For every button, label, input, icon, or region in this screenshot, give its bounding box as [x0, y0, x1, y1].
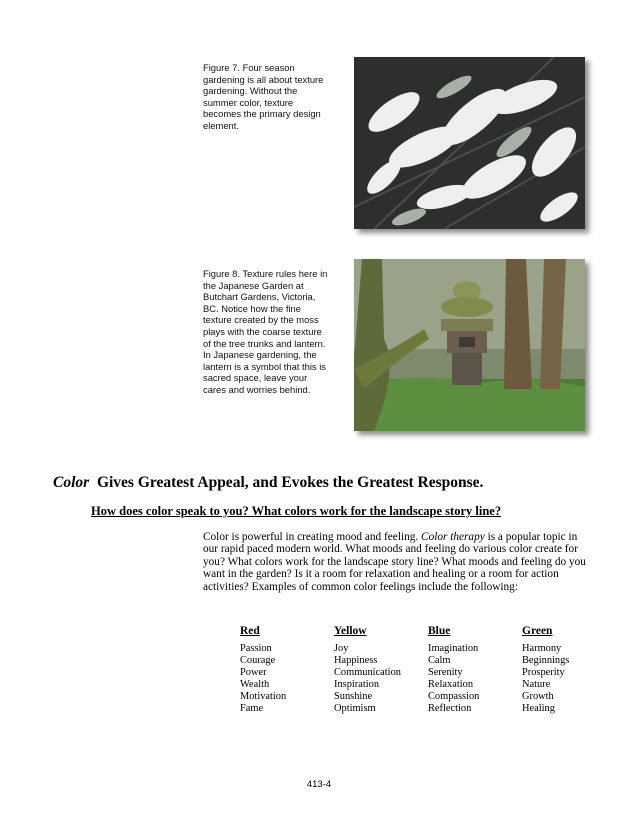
section-heading-emphasis: Color: [53, 474, 90, 491]
feeling-item: Reflection: [428, 703, 472, 715]
color-column-heading: Red: [240, 625, 260, 637]
color-column-blue: [428, 624, 523, 716]
color-column-heading: Blue: [428, 625, 451, 637]
intro-paragraph: [203, 531, 593, 593]
color-column-heading: Yellow: [334, 625, 367, 637]
intro-part-2: is a popular topic in our rapid paced modern world. What moods and feeling do various color create for you? What colors work for the landscape story line? What moods and feeling do you want in the garden? Is it a room for relaxation and healing or a room for action activities? Examples of common color feelings include the following:: [203, 531, 586, 593]
color-column-red: [240, 624, 335, 716]
feeling-item: Healing: [522, 703, 555, 715]
feeling-item: Growth: [522, 691, 554, 703]
section-heading: [53, 474, 483, 492]
feeling-item: Inspiration: [334, 679, 380, 691]
feeling-item: Beginnings: [522, 655, 570, 667]
intro-emphasis: Color therapy: [421, 531, 485, 543]
feeling-item: Sunshine: [334, 691, 373, 703]
section-subheading: How does color speak to you? What colors work for the landscape story line?: [91, 504, 502, 518]
feeling-item: Communication: [334, 667, 401, 679]
feeling-item: Harmony: [522, 643, 562, 654]
feeling-item: Prosperity: [522, 667, 565, 679]
feeling-item: Passion: [240, 643, 272, 654]
figure-8-caption: Figure 8. Texture rules here in the Japanese Garden at Butchart Gardens, Victoria, BC. Notice how the fine texture created by the moss plays with the coarse texture of the tree trunks and lantern. In Japanese gardening, the lantern is a symbol that this is sacred space, leave your cares and worries behind.: [203, 268, 328, 395]
color-column-heading: Green: [522, 625, 553, 637]
color-column-yellow: [334, 624, 429, 716]
feeling-item: Courage: [240, 655, 276, 667]
feeling-item: Optimism: [334, 703, 376, 715]
feeling-item: Imagination: [428, 643, 479, 654]
figure-8-photo-japanese-garden-lantern: [354, 259, 585, 431]
feeling-item: Fame: [240, 703, 264, 715]
feeling-item: Joy: [334, 643, 349, 654]
feeling-item: Serenity: [428, 667, 463, 679]
page-number: 413-4: [306, 779, 332, 790]
japanese-garden-image: [354, 259, 585, 431]
feeling-item: Wealth: [240, 679, 270, 691]
feeling-item: Compassion: [428, 691, 480, 703]
feeling-list: [240, 643, 335, 716]
feeling-item: Calm: [428, 655, 451, 667]
feeling-item: Motivation: [240, 691, 287, 703]
feeling-item: Relaxation: [428, 679, 474, 691]
feeling-item: Nature: [522, 679, 551, 691]
frosted-evergreen-image: [354, 57, 585, 229]
intro-part-1: Color is powerful in creating mood and feeling.: [203, 531, 422, 543]
feeling-item: Happiness: [334, 655, 378, 667]
feeling-list: [334, 643, 429, 716]
color-column-green: [522, 624, 617, 716]
feeling-list: [522, 643, 617, 716]
section-heading-rest: Gives Greatest Appeal, and Evokes the Greatest Response.: [89, 474, 484, 491]
feeling-item: Power: [240, 667, 267, 679]
feeling-list: [428, 643, 523, 716]
figure-7-caption: Figure 7. Four season gardening is all about texture gardening. Without the summer color, texture becomes the primary design element.: [203, 62, 324, 131]
figure-7-photo-frosted-evergreen: [354, 57, 585, 229]
